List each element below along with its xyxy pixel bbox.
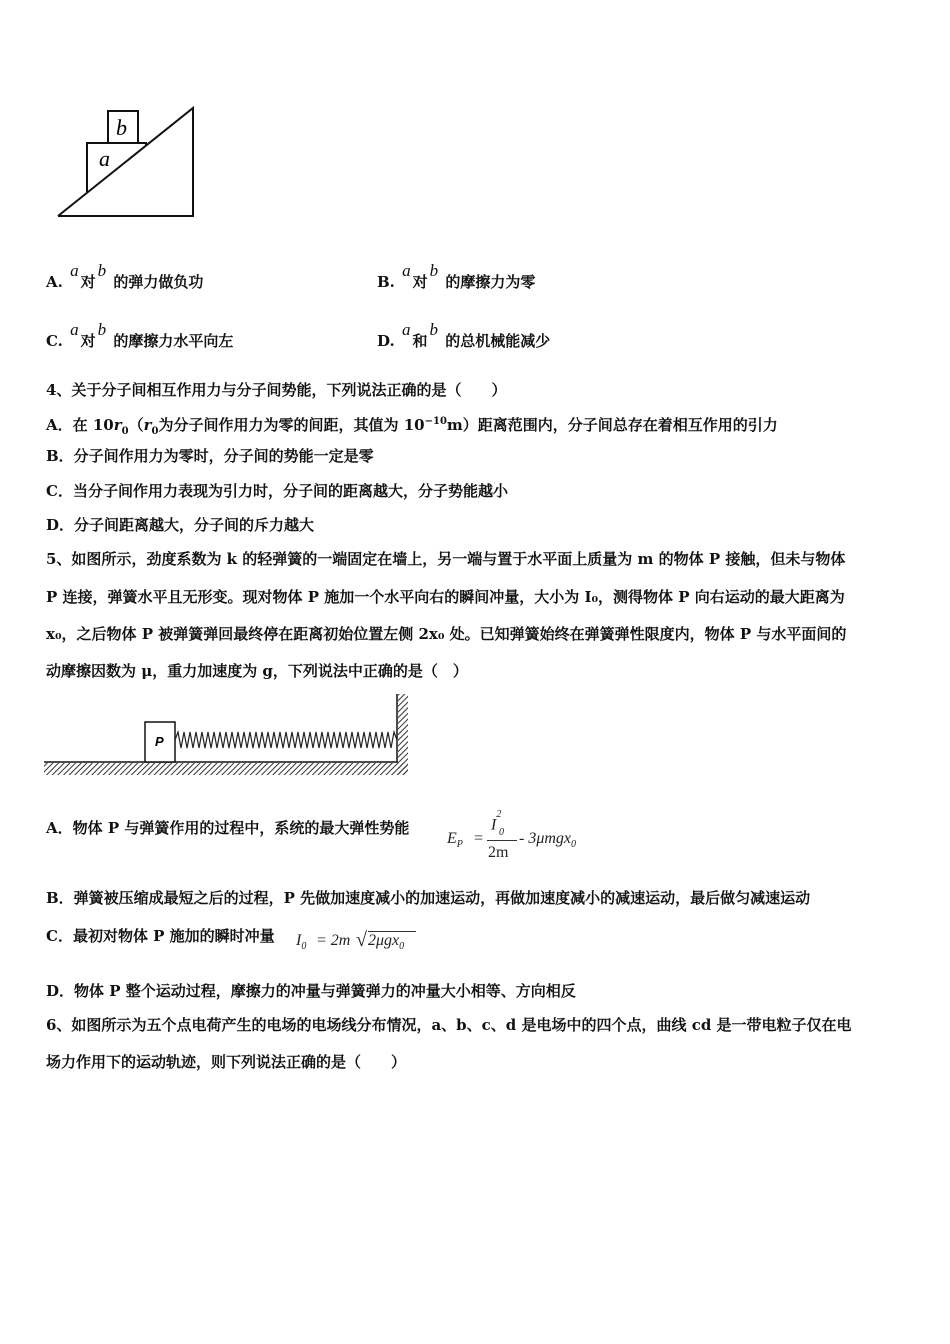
wall-hatch <box>398 694 408 775</box>
q4-stem: 4、关于分子间相互作用力与分子间势能，下列说法正确的是（ ） <box>46 381 507 399</box>
var-b: b <box>97 261 107 280</box>
var-a: a <box>70 320 79 339</box>
q3-option-a[interactable] <box>46 261 204 292</box>
incline-figure <box>52 100 202 225</box>
q4-option-b[interactable]: B．分子间作用力为零时，分子间的势能一定是零 <box>46 447 374 465</box>
option-mid: 和 <box>412 332 428 350</box>
option-mid: 对 <box>80 273 96 291</box>
label-p: P <box>155 734 164 749</box>
label-a: a <box>99 146 110 171</box>
option-letter: B. <box>377 273 395 291</box>
option-letter: A. <box>46 273 63 291</box>
option-mid: 对 <box>412 273 428 291</box>
option-letter: C. <box>46 332 63 350</box>
option-text: 的摩擦力水平向左 <box>113 332 234 350</box>
q5-stem-line-4: 动摩擦因数为 μ，重力加速度为 g，下列说法中正确的是（ ） <box>46 662 468 680</box>
q5-option-c[interactable]: C．最初对物体 P 施加的瞬时冲量 <box>46 927 275 945</box>
option-letter: D. <box>377 332 395 350</box>
q5-option-b[interactable]: B．弹簧被压缩成最短之后的过程，P 先做加速度减小的加速运动，再做加速度减小的减速运动，最后做匀减速运动 <box>46 889 811 907</box>
var-b: b <box>429 320 438 339</box>
q5-stem-line-2: P 连接，弹簧水平且无形变。现对物体 P 施加一个水平向右的瞬间冲量，大小为 I₀，测得物体 P 向右运动的最大距离为 <box>46 588 845 606</box>
label-b: b <box>116 115 127 140</box>
spring-figure <box>44 692 410 778</box>
var-a: a <box>402 261 411 280</box>
q6-stem-line-2: 场力作用下的运动轨迹，则下列说法正确的是（ ） <box>46 1053 407 1071</box>
q4-option-d[interactable]: D．分子间距离越大，分子间的斥力越大 <box>46 516 315 534</box>
q3-option-c[interactable] <box>46 320 234 351</box>
var-b: b <box>429 261 439 280</box>
q3-option-d[interactable] <box>377 320 551 351</box>
sqrt-symbol: √ <box>356 929 367 951</box>
option-text: 的弹力做负功 <box>113 273 204 291</box>
q5-option-d[interactable]: D．物体 P 整个运动过程，摩擦力的冲量与弹簧弹力的冲量大小相等、方向相反 <box>46 982 576 1000</box>
ground-hatch <box>44 763 408 775</box>
q5-stem-line-3: x₀，之后物体 P 被弹簧弹回最终停在距离初始位置左侧 2x₀ 处。已知弹簧始终在弹簧弹性限度内，物体 P 与水平面间的 <box>46 625 847 643</box>
q5-formula-c: $I_0$ = 2m √ 2μgx$_0$ <box>296 926 436 960</box>
q4-option-c[interactable]: C．当分子间作用力表现为引力时，分子间的距离越大，分子势能越小 <box>46 482 508 500</box>
spring <box>175 732 397 748</box>
option-mid: 对 <box>80 332 96 350</box>
q5-stem-line-1: 5、如图所示，劲度系数为 k 的轻弹簧的一端固定在墙上，另一端与置于水平面上质量为 m 的物体 P 接触，但未与物体 <box>46 550 846 568</box>
var-a: a <box>401 320 411 339</box>
option-text: 的摩擦力为零 <box>445 273 536 291</box>
q6-stem-line-1: 6、如图所示为五个点电荷产生的电场的电场线分布情况，a、b、c、d 是电场中的四个点，曲线 cd 是一带电粒子仅在电 <box>46 1016 852 1034</box>
option-text: 的总机械能减少 <box>445 332 551 350</box>
q5-option-a[interactable]: A．物体 P 与弹簧作用的过程中，系统的最大弹性势能 <box>46 819 410 837</box>
q5-formula-a: $E_P$ = $I^2$ 0 2m - 3μmgx$_0$ <box>447 809 577 861</box>
var-a: a <box>70 261 79 280</box>
q3-option-b[interactable] <box>377 261 536 292</box>
q4-option-a[interactable]: A．在 $10r_0(r_0$为分子间作用力为零的间距，其值为 $10^{-10}m$）距离范围内，分子间总存在着相互作用的引力 <box>46 416 778 437</box>
var-b: b <box>97 320 107 339</box>
